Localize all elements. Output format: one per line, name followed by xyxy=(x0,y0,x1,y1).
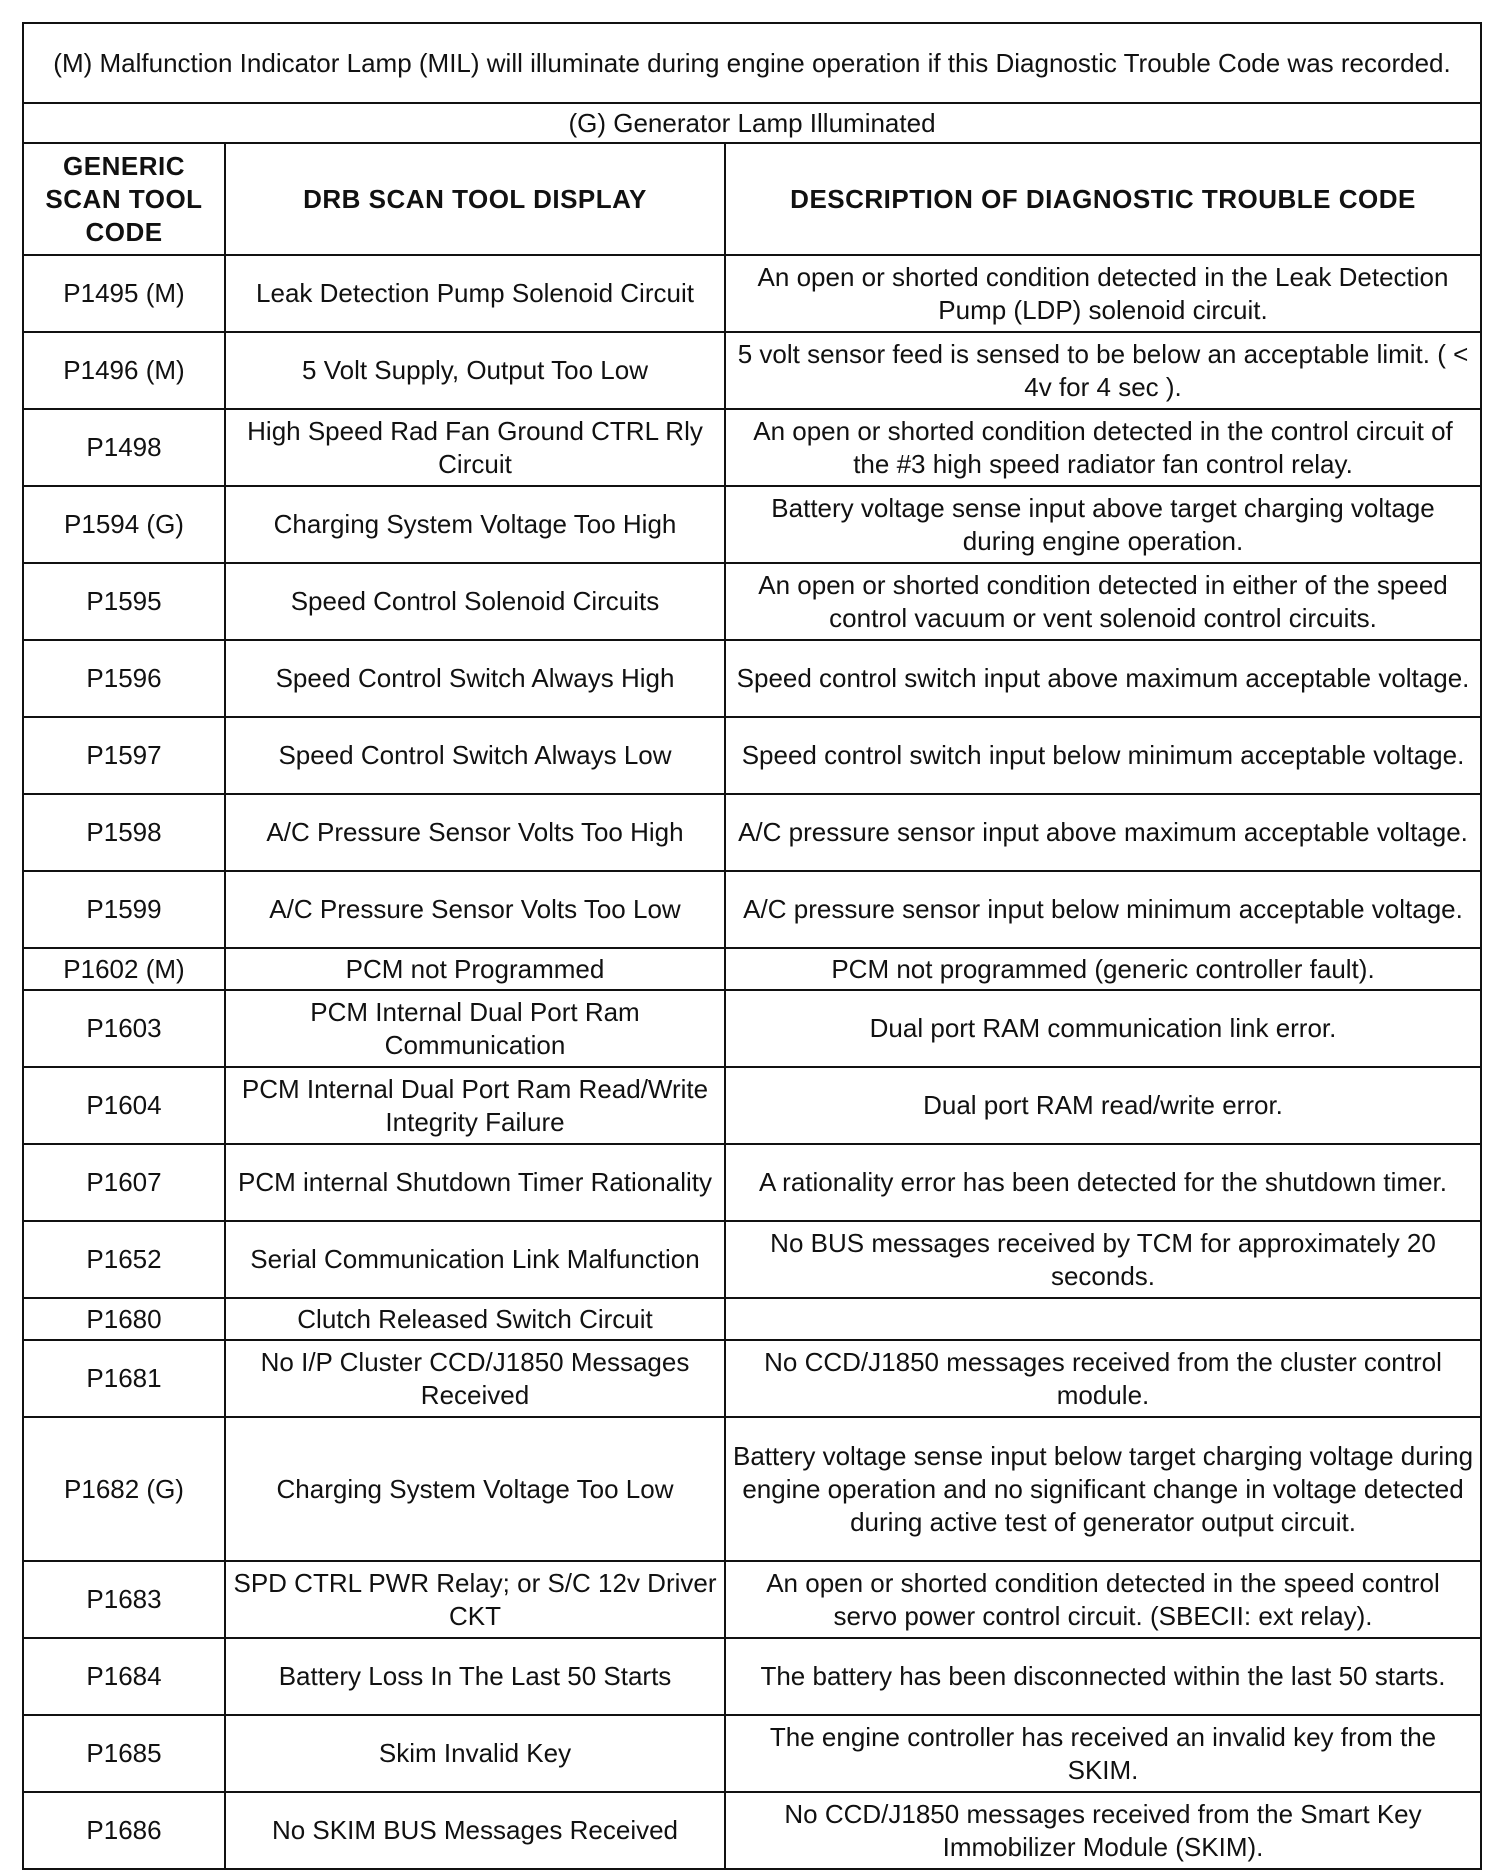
dtc-display: PCM not Programmed xyxy=(225,948,725,990)
dtc-display: Speed Control Solenoid Circuits xyxy=(225,563,725,640)
header-row xyxy=(23,143,1481,255)
dtc-description: Dual port RAM read/write error. xyxy=(725,1067,1481,1144)
dtc-code: P1596 xyxy=(23,640,225,717)
dtc-row xyxy=(23,332,1481,409)
dtc-display: No I/P Cluster CCD/J1850 Messages Received xyxy=(225,1340,725,1417)
dtc-code: P1595 xyxy=(23,563,225,640)
dtc-row xyxy=(23,1417,1481,1561)
dtc-display: Skim Invalid Key xyxy=(225,1715,725,1792)
dtc-description: An open or shorted condition detected in the control circuit of the #3 high speed radiator fan control relay. xyxy=(725,409,1481,486)
dtc-display: High Speed Rad Fan Ground CTRL Rly Circuit xyxy=(225,409,725,486)
dtc-rows xyxy=(23,255,1481,1869)
dtc-description: An open or shorted condition detected in either of the speed control vacuum or vent solenoid control circuits. xyxy=(725,563,1481,640)
mil-note-row xyxy=(23,23,1481,103)
dtc-code: P1598 xyxy=(23,794,225,871)
dtc-row xyxy=(23,1638,1481,1715)
dtc-code: P1680 xyxy=(23,1298,225,1340)
dtc-description: No CCD/J1850 messages received from the Smart Key Immobilizer Module (SKIM). xyxy=(725,1792,1481,1869)
dtc-display: Charging System Voltage Too Low xyxy=(225,1417,725,1561)
dtc-row xyxy=(23,1144,1481,1221)
dtc-display: Speed Control Switch Always Low xyxy=(225,717,725,794)
dtc-code: P1603 xyxy=(23,990,225,1067)
dtc-row xyxy=(23,1792,1481,1869)
dtc-description: An open or shorted condition detected in the Leak Detection Pump (LDP) solenoid circuit. xyxy=(725,255,1481,332)
dtc-display: Clutch Released Switch Circuit xyxy=(225,1298,725,1340)
dtc-row xyxy=(23,1561,1481,1638)
dtc-description: The engine controller has received an invalid key from the SKIM. xyxy=(725,1715,1481,1792)
dtc-description: Speed control switch input above maximum acceptable voltage. xyxy=(725,640,1481,717)
dtc-description: Battery voltage sense input above target charging voltage during engine operation. xyxy=(725,486,1481,563)
dtc-row xyxy=(23,640,1481,717)
dtc-code: P1607 xyxy=(23,1144,225,1221)
dtc-display: No SKIM BUS Messages Received xyxy=(225,1792,725,1869)
dtc-code: P1604 xyxy=(23,1067,225,1144)
dtc-code: P1685 xyxy=(23,1715,225,1792)
dtc-code: P1686 xyxy=(23,1792,225,1869)
dtc-code: P1681 xyxy=(23,1340,225,1417)
dtc-display: SPD CTRL PWR Relay; or S/C 12v Driver CKT xyxy=(225,1561,725,1638)
header-description: DESCRIPTION OF DIAGNOSTIC TROUBLE CODE xyxy=(725,143,1481,255)
dtc-description: PCM not programmed (generic controller fault). xyxy=(725,948,1481,990)
dtc-code: P1683 xyxy=(23,1561,225,1638)
dtc-row xyxy=(23,1067,1481,1144)
dtc-display: Speed Control Switch Always High xyxy=(225,640,725,717)
dtc-description: Battery voltage sense input below target charging voltage during engine operation and no significant change in voltage detected during active test of generator output circuit. xyxy=(725,1417,1481,1561)
dtc-description: No CCD/J1850 messages received from the cluster control module. xyxy=(725,1340,1481,1417)
dtc-code: P1597 xyxy=(23,717,225,794)
dtc-code: P1599 xyxy=(23,871,225,948)
dtc-description: A/C pressure sensor input above maximum acceptable voltage. xyxy=(725,794,1481,871)
dtc-display: 5 Volt Supply, Output Too Low xyxy=(225,332,725,409)
dtc-table-wrapper xyxy=(22,22,1480,1870)
dtc-row xyxy=(23,794,1481,871)
dtc-row xyxy=(23,948,1481,990)
dtc-display: A/C Pressure Sensor Volts Too Low xyxy=(225,871,725,948)
dtc-code: P1682 (G) xyxy=(23,1417,225,1561)
dtc-row xyxy=(23,486,1481,563)
dtc-row xyxy=(23,1340,1481,1417)
dtc-display: PCM internal Shutdown Timer Rationality xyxy=(225,1144,725,1221)
dtc-description: A/C pressure sensor input below minimum acceptable voltage. xyxy=(725,871,1481,948)
dtc-display: Battery Loss In The Last 50 Starts xyxy=(225,1638,725,1715)
generator-note: (G) Generator Lamp Illuminated xyxy=(23,103,1481,143)
dtc-description: The battery has been disconnected within the last 50 starts. xyxy=(725,1638,1481,1715)
dtc-row xyxy=(23,1298,1481,1340)
dtc-row xyxy=(23,1221,1481,1298)
dtc-code: P1498 xyxy=(23,409,225,486)
dtc-display: PCM Internal Dual Port Ram Communication xyxy=(225,990,725,1067)
dtc-row xyxy=(23,409,1481,486)
dtc-code: P1496 (M) xyxy=(23,332,225,409)
dtc-code: P1495 (M) xyxy=(23,255,225,332)
header-code: GENERIC SCAN TOOL CODE xyxy=(23,143,225,255)
dtc-display: A/C Pressure Sensor Volts Too High xyxy=(225,794,725,871)
dtc-description: A rationality error has been detected for the shutdown timer. xyxy=(725,1144,1481,1221)
dtc-row xyxy=(23,255,1481,332)
dtc-table xyxy=(22,22,1482,1870)
generator-note-row xyxy=(23,103,1481,143)
dtc-description: Dual port RAM communication link error. xyxy=(725,990,1481,1067)
dtc-row xyxy=(23,990,1481,1067)
dtc-code: P1602 (M) xyxy=(23,948,225,990)
dtc-row xyxy=(23,1715,1481,1792)
dtc-display: PCM Internal Dual Port Ram Read/Write Integrity Failure xyxy=(225,1067,725,1144)
dtc-description: An open or shorted condition detected in the speed control servo power control circuit. (SBECII: ext relay). xyxy=(725,1561,1481,1638)
dtc-code: P1684 xyxy=(23,1638,225,1715)
dtc-display: Charging System Voltage Too High xyxy=(225,486,725,563)
dtc-row xyxy=(23,717,1481,794)
dtc-code: P1652 xyxy=(23,1221,225,1298)
dtc-description: 5 volt sensor feed is sensed to be below an acceptable limit. ( < 4v for 4 sec ). xyxy=(725,332,1481,409)
dtc-description: Speed control switch input below minimum acceptable voltage. xyxy=(725,717,1481,794)
dtc-description: No BUS messages received by TCM for approximately 20 seconds. xyxy=(725,1221,1481,1298)
dtc-row xyxy=(23,563,1481,640)
dtc-display: Leak Detection Pump Solenoid Circuit xyxy=(225,255,725,332)
dtc-description xyxy=(725,1298,1481,1340)
mil-note: (M) Malfunction Indicator Lamp (MIL) will illuminate during engine operation if this Diagnostic Trouble Code was recorded. xyxy=(23,23,1481,103)
dtc-display: Serial Communication Link Malfunction xyxy=(225,1221,725,1298)
header-display: DRB SCAN TOOL DISPLAY xyxy=(225,143,725,255)
dtc-row xyxy=(23,871,1481,948)
dtc-code: P1594 (G) xyxy=(23,486,225,563)
